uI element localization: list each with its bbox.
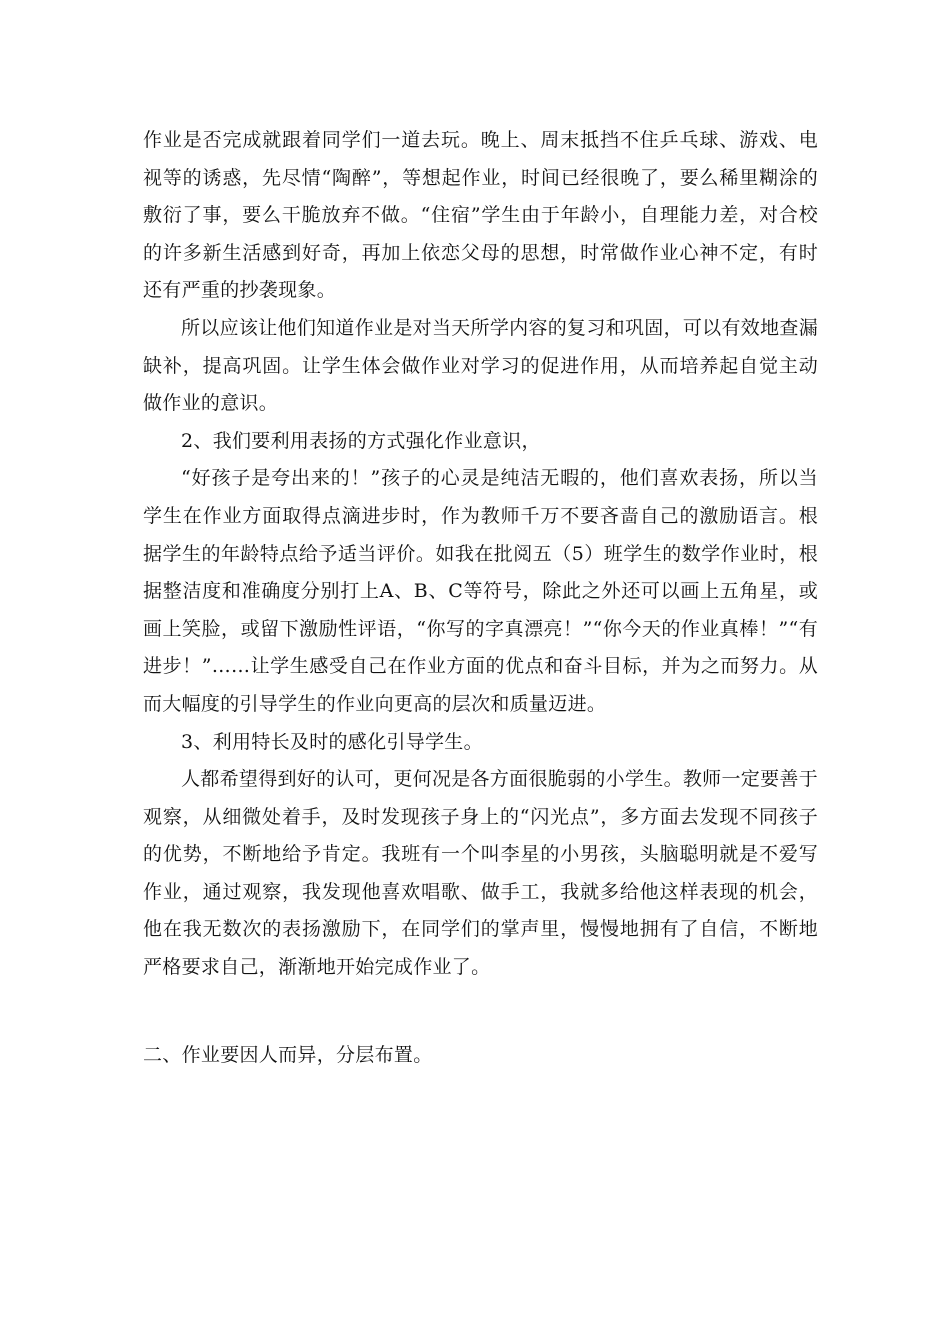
paragraph-strengths-example: 人都希望得到好的认可，更何况是各方面很脆弱的小学生。教师一定要善于观察，从细微处着手，及时发现孩子身上的“闪光点”，多方面去发现不同孩子的优势，不断地给予肯定。我班有一个叫李星的小男孩，头脑聪明就是不爱写作业，通过观察，我发现他喜欢唱歌、做手工，我就多给他这样表现的机会，他在我无数次的表扬激励下，在同学们的掌声里，慢慢地拥有了自信，不断地严格要求自己，渐渐地开始完成作业了。: [143, 768, 818, 979]
chapter-heading-differentiated-homework: 二、作业要因人而异，分层布置。: [143, 1043, 433, 1066]
section-heading-strengths: 3、利用特长及时的感化引导学生。: [181, 730, 483, 753]
paragraph-homework-purpose: 所以应该让他们知道作业是对当天所学内容的复习和巩固，可以有效地查漏缺补，提高巩固。让学生体会做作业对学习的促进作用，从而培养起自觉主动做作业的意识。: [143, 316, 818, 415]
paragraph-continuation: 作业是否完成就跟着同学们一道去玩。晚上、周末抵挡不住乒乓球、游戏、电视等的诱惑，先尽情“陶醉”，等想起作业，时间已经很晚了，要么稀里糊涂的敷衍了事，要么干脆放弃不做。“住宿”学生由于年龄小，自理能力差，对合校的许多新生活感到好奇，再加上依恋父母的思想，时常做作业心神不定，有时还有严重的抄袭现象。: [143, 129, 818, 302]
document-body: [143, 122, 818, 1074]
section-heading-praise: 2、我们要利用表扬的方式强化作业意识，: [181, 429, 541, 452]
paragraph-praise-example: “好孩子是夸出来的！”孩子的心灵是纯洁无暇的，他们喜欢表扬，所以当学生在作业方面取得点滴进步时，作为教师千万不要吝啬自己的激励语言。根据学生的年龄特点给予适当评价。如我在批阅五（5）班学生的数学作业时，根据整洁度和准确度分别打上A、B、C等符号，除此之外还可以画上五角星，或画上笑脸，或留下激励性评语，“你写的字真漂亮！”“你今天的作业真棒！”“有进步！”……让学生感受自己在作业方面的优点和奋斗目标，并为之而努力。从而大幅度的引导学生的作业向更高的层次和质量迈进。: [143, 467, 818, 715]
